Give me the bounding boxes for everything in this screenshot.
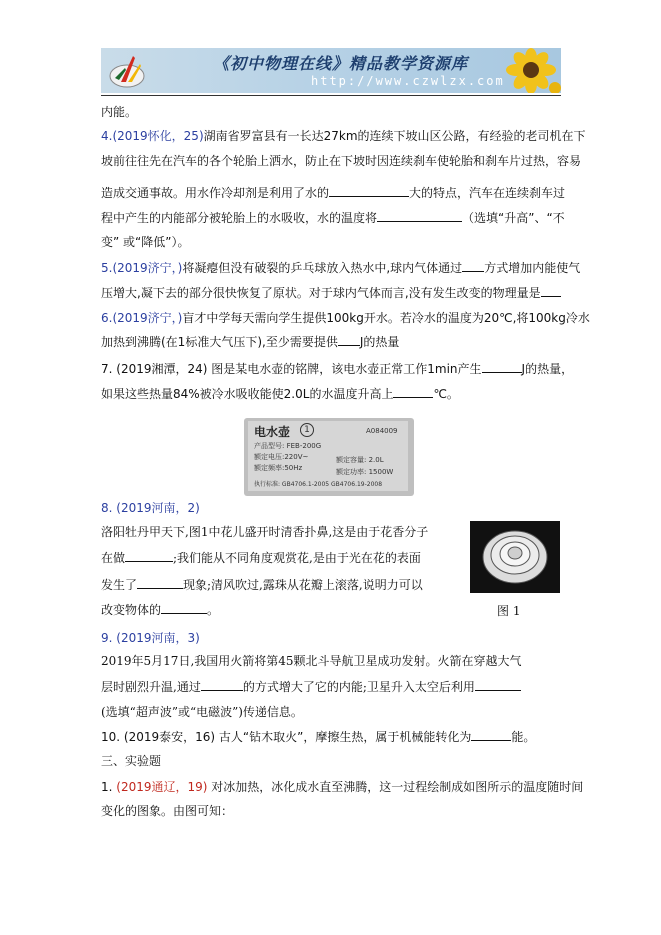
text-line: 层时剧烈升温,通过 的方式增大了它的内能;卫星升入太空后利用 (101, 679, 521, 695)
question-6: 6.(2019济宁，)盲才中学每天需向学生提供100kg开水。若冷水的温度为20℃,将100kg冷水 (101, 311, 590, 325)
answer-blank[interactable] (482, 361, 522, 373)
question-7: 7. (2019湘潭，24) 图是某电水壶的铭牌，该电水壶正常工作1min产生 J的热量， (101, 362, 574, 376)
text-line: 改变物体的 。 (101, 603, 220, 617)
answer-blank[interactable] (338, 334, 360, 346)
text-line: 内能。 (101, 105, 138, 119)
answer-blank[interactable] (137, 577, 183, 589)
nameplate-row: 执行标准: GB4706.1-2005 GB4706.19-2008 (254, 481, 383, 488)
nameplate-power: 额定功率: 1500W (336, 468, 394, 476)
banner-url: http://www.czwlzx.com (311, 74, 505, 88)
text-line: 坡前往往先在汽车的各个轮胎上洒水，防止在下坡时因连续刹车使轮胎和刹车片过热，容易 (101, 154, 582, 168)
nameplate-title: 电水壶 (254, 425, 291, 439)
kettle-nameplate-image (244, 418, 414, 496)
answer-blank[interactable] (475, 679, 521, 691)
answer-blank[interactable] (125, 550, 173, 562)
source-tag: 5.(2019济宁，) (101, 261, 183, 275)
section-heading: 三、实验题 (101, 754, 162, 768)
sunflower-icon (491, 48, 561, 93)
answer-blank[interactable] (329, 185, 409, 197)
nameplate-capacity: 额定容量: 2.0L (336, 456, 384, 464)
source-tag: 6.(2019济宁，) (101, 311, 183, 325)
question-8 (101, 500, 200, 516)
figure-caption: 图 1 (497, 604, 521, 618)
experiment-1: 1. (2019通辽，19) 对冰加热，冰化成水直至沸腾，这一过程绘制成如图所示的温度随时间 (101, 780, 584, 794)
text-line: 洛阳牡丹甲天下,图1中花儿盛开时清香扑鼻,这是由于花香分子 (101, 525, 429, 539)
nameplate-row: 额定电压:220V~ (254, 453, 309, 461)
banner-title: 《初中物理在线》精品教学资源库 (213, 54, 469, 73)
source-tag: 9. (2019河南，3) (101, 631, 200, 645)
logo-icon (107, 52, 147, 90)
text-line: (选填“超声波”或“电磁波”)传递信息。 (101, 705, 303, 719)
text-line: 发生了 现象;清风吹过,露珠从花瓣上滚落,说明力可以 (101, 578, 423, 592)
nameplate-row: 额定频率:50Hz (254, 464, 303, 472)
text-line: 造成交通事故。用水作冷却剂是利用了水的 大的特点，汽车在连续刹车过 (101, 186, 566, 200)
question-9 (101, 630, 200, 646)
question-4: 4.(2019怀化，25)湖南省罗富县有一长达27km的连续下坡山区公路，有经验的老司机在下 (101, 129, 586, 143)
text-line: 如果这些热量84%被冷水吸收能使2.0L的水温度升高上 ℃。 (101, 387, 459, 401)
answer-blank[interactable] (541, 285, 561, 297)
text-line: 变化的图象。由图可知： (101, 804, 234, 818)
text-line: 在做 ;我们能从不同角度观赏花,是由于光在花的表面 (101, 551, 421, 565)
source-tag: (2019通辽，19) (116, 780, 208, 794)
source-tag: 4.(2019怀化，25) (101, 129, 204, 143)
header-banner (101, 48, 561, 93)
header-rule (101, 95, 561, 96)
answer-blank[interactable] (161, 602, 207, 614)
answer-blank[interactable] (471, 729, 511, 741)
text-line: 2019年5月17日,我国用火箭将第45颗北斗导航卫星成功发射。火箭在穿越大气 (101, 654, 522, 668)
text-line: 加热到沸腾(在1标准大气压下),至少需要提供 J的热量 (101, 335, 400, 349)
nameplate (248, 421, 408, 491)
peony-image (470, 521, 560, 593)
text-line: 压增大,凝下去的部分很快恢复了原状。对于球内气体而言,没有发生改变的物理量是 (101, 285, 561, 301)
nameplate-code: A084009 (366, 427, 398, 435)
source-tag: 8. (2019河南，2) (101, 501, 200, 515)
circled-one-icon: 1 (300, 423, 314, 437)
answer-blank[interactable] (462, 260, 484, 272)
nameplate-row: 产品型号: FEB-200G (254, 442, 322, 450)
answer-blank[interactable] (393, 386, 433, 398)
text-line: 程中产生的内能部分被轮胎上的水吸收，水的温度将 （选填“升高”、“不 (101, 211, 565, 225)
answer-blank[interactable] (377, 210, 462, 222)
answer-blank[interactable] (201, 679, 243, 691)
text-line: 变” 或“降低”）。 (101, 235, 190, 249)
question-10: 10. (2019泰安，16) 古人“钻木取火”，摩擦生热，属于机械能转化为 能。 (101, 730, 536, 744)
question-5: 5.(2019济宁，)将凝瘪但没有破裂的乒乓球放入热水中,球内气体通过 方式增加内能使气 (101, 261, 581, 275)
peony-flower-icon (470, 521, 560, 593)
